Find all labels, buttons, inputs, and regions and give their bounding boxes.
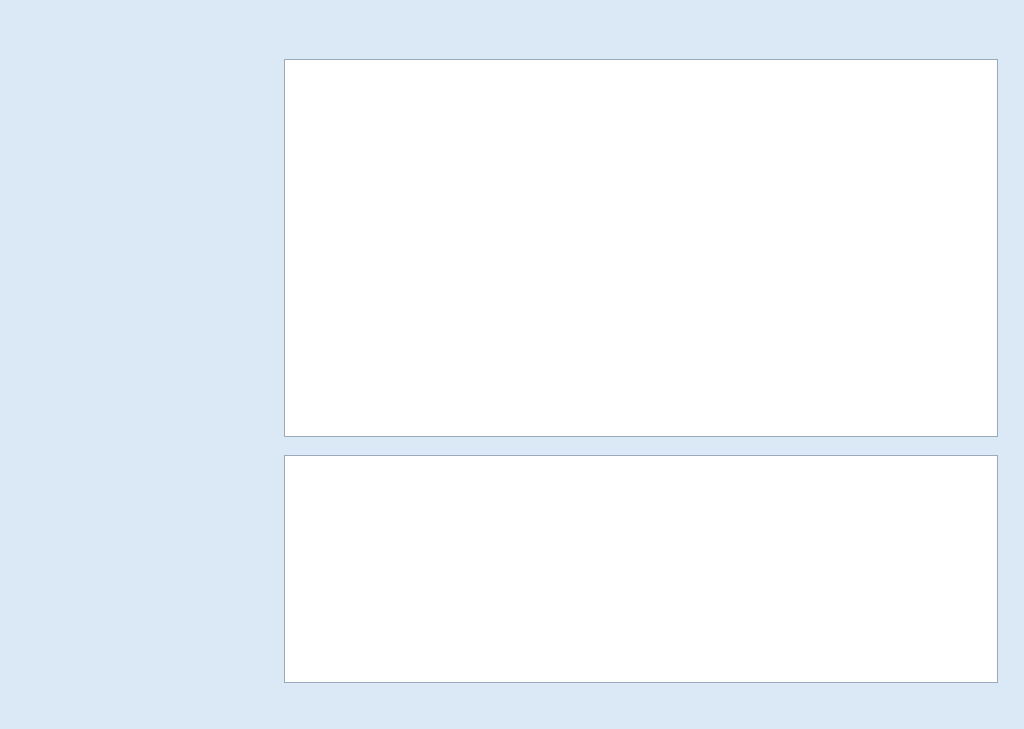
rebus-grid-letters (284, 455, 998, 683)
rebus-grid-syllables (284, 59, 998, 437)
instructions-panel (20, 52, 270, 61)
